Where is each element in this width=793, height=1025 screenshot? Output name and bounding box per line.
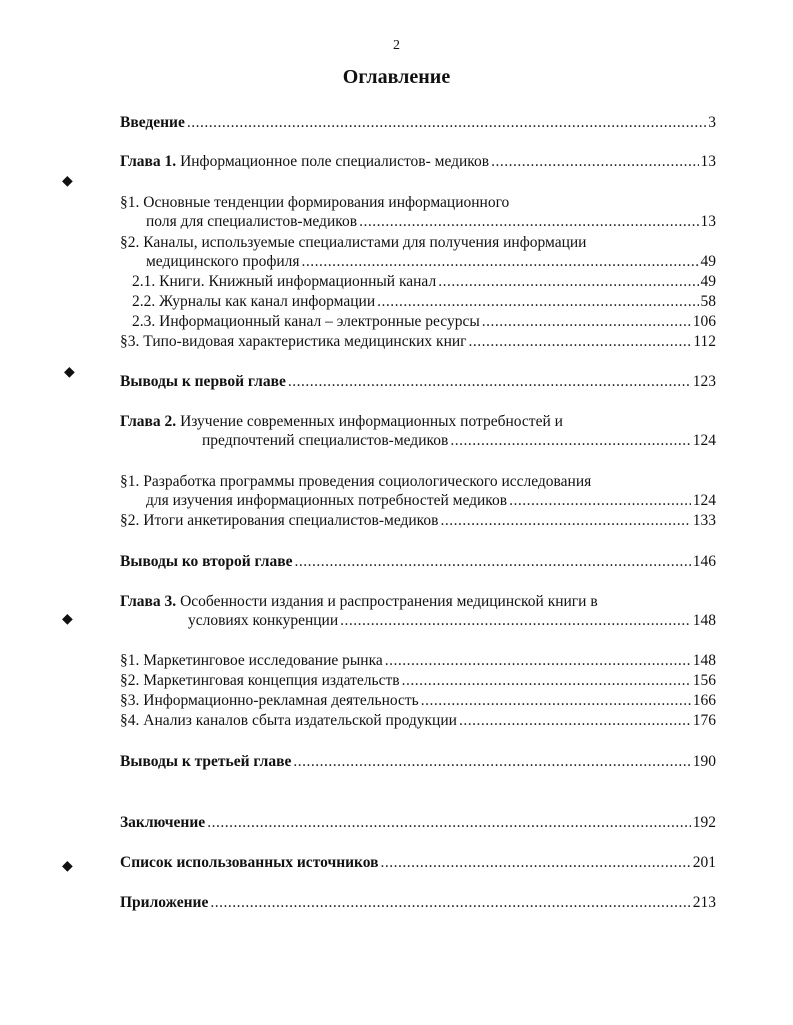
toc-title: Выводы ко второй главе: [120, 553, 293, 570]
toc-title: условиях конкуренции: [188, 612, 339, 629]
toc-page: 124: [692, 432, 716, 449]
toc-leader: [288, 373, 691, 391]
toc-page: 3: [708, 114, 716, 131]
toc-page: 176: [692, 712, 716, 729]
toc-entry-conclusions-2[interactable]: [120, 553, 716, 575]
page-title: Оглавление: [342, 66, 451, 88]
toc-chapter-line: [120, 593, 598, 611]
toc-title: Выводы к первой главе: [120, 373, 286, 390]
toc-page: 192: [692, 814, 716, 831]
chapter-prefix: Глава 3.: [120, 593, 177, 610]
toc-title: §3. Типо-видовая характеристика медицинских книг: [120, 333, 467, 350]
toc-title: §2. Итоги анкетирования специалистов-медиков: [120, 512, 439, 529]
toc-title: предпочтений специалистов-медиков: [202, 432, 449, 449]
toc-entry-intro[interactable]: [120, 114, 716, 136]
toc-section-line: §1. Основные тенденции формирования информационного: [120, 194, 510, 211]
page-number: 2: [393, 38, 400, 53]
toc-page: 112: [693, 333, 716, 350]
toc-entry-section-1-3[interactable]: [120, 333, 716, 355]
toc-title: [120, 153, 489, 171]
toc-leader: [421, 692, 691, 710]
toc-page: 190: [692, 753, 716, 770]
toc-title: Приложение: [120, 894, 209, 911]
toc-title: Выводы к третьей главе: [120, 753, 292, 770]
toc-leader: [402, 672, 691, 690]
toc-title: для изучения информационных потребностей медиков: [146, 492, 508, 509]
binder-hole-mark: ◆: [62, 612, 73, 627]
chapter-title: Информационное поле специалистов- медиков: [176, 153, 490, 170]
toc-leader: [302, 253, 699, 271]
toc-leader: [459, 712, 691, 730]
toc-leader: [482, 313, 691, 331]
toc-title: медицинского профиля: [146, 253, 300, 270]
toc-leader: [381, 854, 691, 872]
toc-leader: [491, 153, 698, 171]
toc-entry-section-3-4[interactable]: [120, 712, 716, 734]
toc-entry-subsection-2-1[interactable]: [132, 273, 716, 295]
toc-entry-section-3-1[interactable]: [120, 652, 716, 674]
toc-page: 156: [692, 672, 716, 689]
toc-title: Список использованных источников: [120, 854, 379, 871]
toc-leader: [441, 512, 691, 530]
toc-page: 133: [692, 512, 716, 529]
binder-hole-mark: ◆: [62, 859, 73, 874]
toc-entry-conclusion[interactable]: [120, 814, 716, 836]
toc-page: 148: [692, 612, 716, 629]
toc-entry-subsection-2-3[interactable]: [132, 313, 716, 335]
toc-leader: [210, 894, 690, 912]
toc-page: 201: [692, 854, 716, 871]
toc-page: 49: [700, 253, 716, 270]
toc-page: 146: [692, 553, 716, 570]
toc-leader: [294, 553, 690, 571]
toc-page: 49: [700, 273, 716, 290]
toc-entry-subsection-2-2[interactable]: [132, 293, 716, 315]
toc-entry-section-2-2[interactable]: [120, 512, 716, 534]
chapter-title: Особенности издания и распространения медицинской книги в: [176, 593, 598, 610]
toc-title: 2.3. Информационный канал – электронные ресурсы: [132, 313, 480, 330]
toc-leader: [438, 273, 698, 291]
toc-title: поля для специалистов-медиков: [146, 213, 358, 230]
toc-entry-chapter-2[interactable]: [202, 432, 716, 454]
toc-entry-section-1-1[interactable]: [146, 213, 716, 235]
toc-leader: [385, 652, 691, 670]
toc-page: 148: [692, 652, 716, 669]
toc-title: §1. Маркетинговое исследование рынка: [120, 652, 383, 669]
toc-title: §2. Маркетинговая концепция издательств: [120, 672, 400, 689]
toc-page: 123: [692, 373, 716, 390]
toc-leader: [293, 753, 690, 771]
binder-hole-mark: ◆: [64, 365, 75, 380]
toc-page: 124: [692, 492, 716, 509]
toc-page: 166: [692, 692, 716, 709]
toc-chapter-line: [120, 413, 563, 431]
toc-title: 2.2. Журналы как канал информации: [132, 293, 376, 310]
toc-entry-section-1-2[interactable]: [146, 253, 716, 275]
toc-entry-conclusions-3[interactable]: [120, 753, 716, 775]
toc-leader: [359, 213, 698, 231]
chapter-prefix: Глава 1.: [120, 153, 177, 170]
toc-title: Введение: [120, 114, 185, 131]
toc-section-line: §1. Разработка программы проведения социологического исследования: [120, 473, 592, 490]
toc-section-line: §2. Каналы, используемые специалистами для получения информации: [120, 234, 587, 251]
toc-page: 58: [700, 293, 716, 310]
toc-leader: [340, 612, 691, 630]
binder-hole-mark: ◆: [62, 174, 73, 189]
toc-title: §4. Анализ каналов сбыта издательской продукции: [120, 712, 457, 729]
toc-leader: [450, 432, 690, 450]
toc-title: Заключение: [120, 814, 206, 831]
toc-entry-section-3-3[interactable]: [120, 692, 716, 714]
chapter-prefix: Глава 2.: [120, 413, 177, 430]
chapter-title: Изучение современных информационных потребностей и: [176, 413, 563, 430]
toc-entry-chapter-1[interactable]: [120, 153, 716, 175]
toc-title: §3. Информационно-рекламная деятельность: [120, 692, 419, 709]
toc-page: 13: [700, 153, 716, 170]
toc-entry-conclusions-1[interactable]: [120, 373, 716, 395]
toc-page: 106: [692, 313, 716, 330]
toc-page: 213: [692, 894, 716, 911]
toc-entry-appendix[interactable]: [120, 894, 716, 916]
toc-leader: [509, 492, 691, 510]
toc-entry-section-2-1[interactable]: [146, 492, 716, 514]
toc-entry-sources[interactable]: [120, 854, 716, 876]
toc-page: 13: [700, 213, 716, 230]
toc-title: 2.1. Книги. Книжный информационный канал: [132, 273, 437, 290]
toc-leader: [377, 293, 698, 311]
toc-entry-section-3-2[interactable]: [120, 672, 716, 694]
toc-leader: [187, 114, 706, 132]
toc-leader: [469, 333, 692, 351]
toc-leader: [207, 814, 691, 832]
toc-entry-chapter-3[interactable]: [188, 612, 716, 634]
